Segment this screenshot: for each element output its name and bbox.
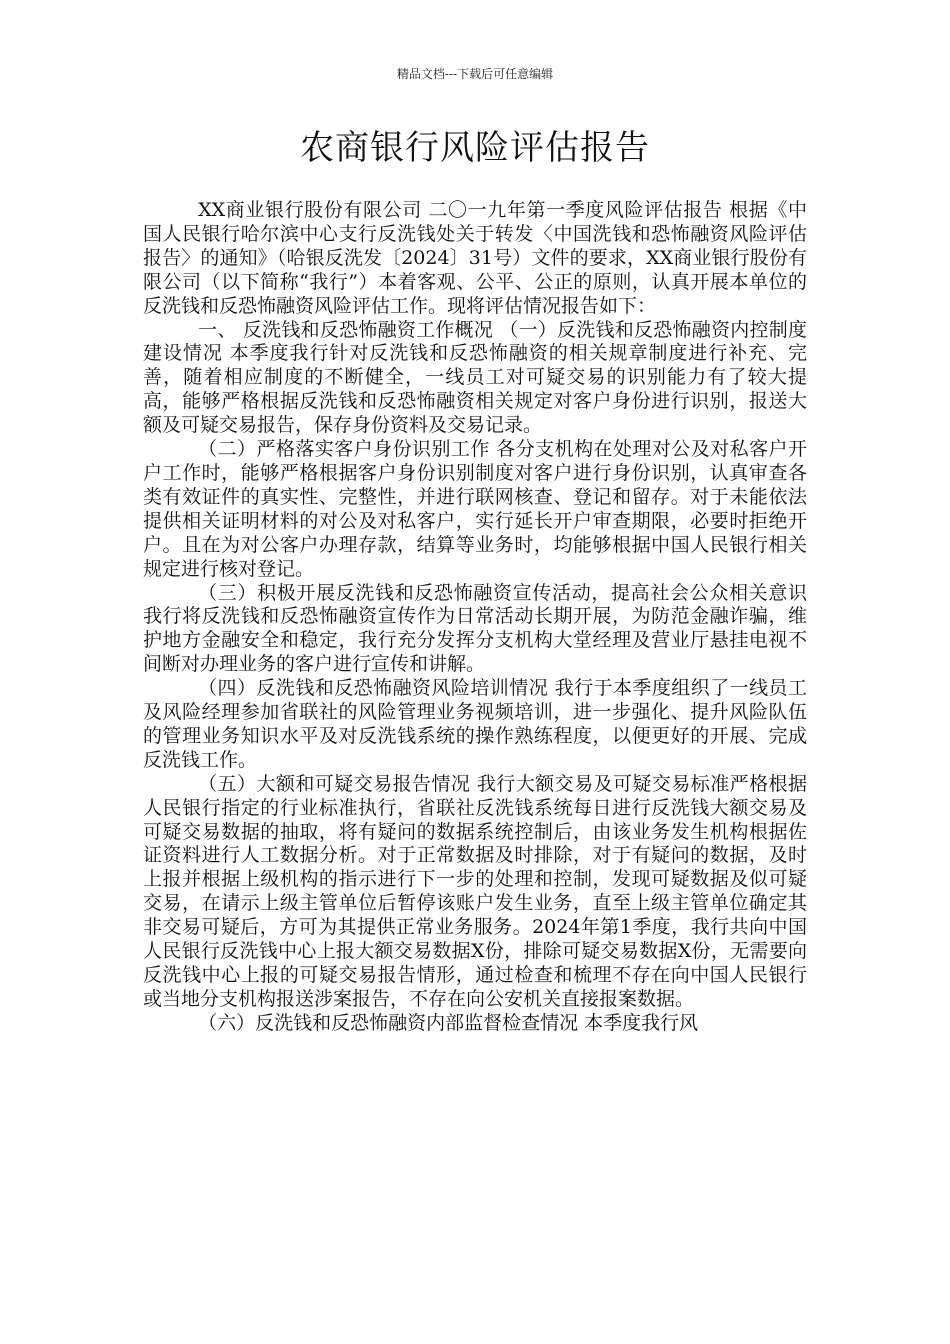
paragraph-section-5: （五）大额和可疑交易报告情况 我行大额交易及可疑交易标准严格根据人民银行指定的行业标准执行，省联社反洗钱系统每日进行反洗钱大额交易及可疑交易数据的抽取，将有疑问的数据系统控制后，由该业务发生机构根据佐证资料进行人工数据分析。对于正常数据及时排除，对于有疑问的数据，及时上报并根据上级机构的指示进行下一步的处理和控制，发现可疑数据及似可疑交易，在请示上级主管单位后暂停该账户发生业务，直至上级主管单位确定其非交易可疑后，方可为其提供正常业务服务。2024年第1季度，我行共向中国人民银行反洗钱中心上报大额交易数据X份，排除可疑交易数据X份，无需要向反洗钱中心上报的可疑交易报告情形，通过检查和梳理不存在向中国人民银行或当地分支机构报送涉案报告，不存在向公安机关直接报案数据。 [143,772,807,1010]
document-body [143,199,807,1036]
document-title: 农商银行风险评估报告 [300,128,650,168]
paragraph-section-1: 一、 反洗钱和反恐怖融资工作概况 （一）反洗钱和反恐怖融资内控制度建设情况 本季度我行针对反洗钱和反恐怖融资的相关规章制度进行补充、完善，随着相应制度的不断健全，一线员工对可疑交易的识别能力有了较大提高，能够严格根据反洗钱和反恐怖融资相关规定对客户身份进行识别，报送大额及可疑交易报告，保存身份资料及交易记录。 [143,318,807,437]
paragraph-section-4: （四）反洗钱和反恐怖融资风险培训情况 我行于本季度组织了一线员工及风险经理参加省联社的风险管理业务视频培训，进一步强化、提升风险队伍的管理业务知识水平及对反洗钱系统的操作熟练程度，以便更好的开展、完成反洗钱工作。 [143,677,807,771]
paragraph-intro: XX商业银行股份有限公司 二〇一九年第一季度风险评估报告 根据《中国人民银行哈尔滨中心支行反洗钱处关于转发〈中国洗钱和恐怖融资风险评估报告〉的通知》（哈银反洗发〔2024〕31号）文件的要求，XX商业银行股份有限公司（以下简称“我行”）本着客观、公平、公正的原则，认真开展本单位的反洗钱和反恐怖融资风险评估工作。现将评估情况报告如下： [143,199,807,317]
paragraph-section-6: （六）反洗钱和反恐怖融资内部监督检查情况 本季度我行风 [198,1011,699,1034]
paragraph-section-3: （三）积极开展反洗钱和反恐怖融资宣传活动，提高社会公众相关意识 我行将反洗钱和反恐怖融资宣传作为日常活动长期开展，为防范金融诈骗，维护地方金融安全和稳定，我行充分发挥分支机构大堂经理及营业厅悬挂电视不间断对办理业务的客户进行宣传和讲解。 [143,581,807,676]
paragraph-section-2: （二）严格落实客户身份识别工作 各分支机构在处理对公及对私客户开户工作时，能够严格根据客户身份识别制度对客户进行身份识别，认真审查各类有效证件的真实性、完整性，并进行联网核查、登记和留存。对于未能依法提供相关证明材料的对公及对私客户，实行延长开户审查期限，必要时拒绝开户。且在为对公客户办理存款，结算等业务时，均能够根据中国人民银行相关规定进行核对登记。 [143,438,807,580]
page-header-note: 精品文档---下载后可任意编辑 [396,67,554,81]
